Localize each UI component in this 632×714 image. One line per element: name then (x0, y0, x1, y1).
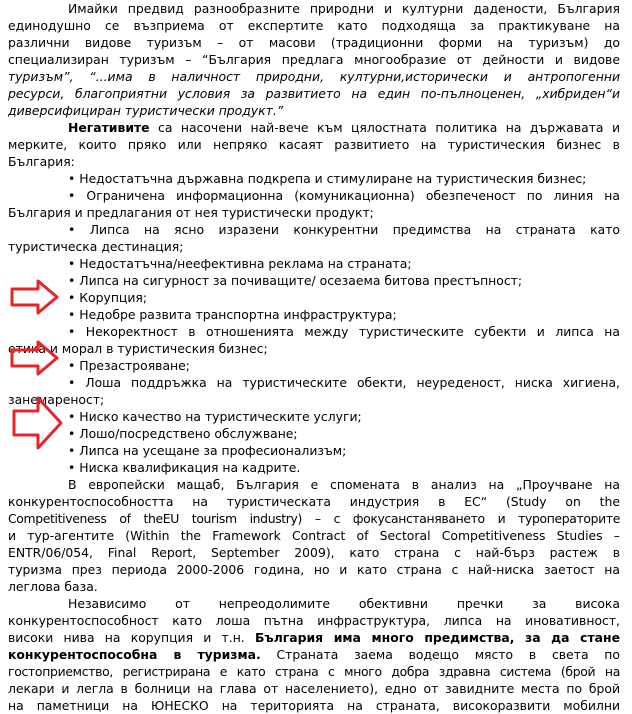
list-item: • Недобре развита транспортна инфраструктура; (68, 307, 397, 322)
paragraph-line: мерките, които пряко или непряко касаят развитието на туристическия бизнес в (8, 137, 620, 152)
paragraph-text: високи нива на корупция и т.н. (8, 630, 255, 645)
arrow-right-icon (10, 340, 60, 376)
list-item: • Ниско качество на туристическите услуги; (68, 409, 362, 424)
paragraph-line: В европейски мащаб, България е спомената в анализ на „Проучване на (68, 477, 620, 492)
paragraph-line: различни видове туризъм – от масови (традиционни форми на туризъм) до (8, 35, 620, 50)
list-item: • Ограничена информационна (комуникационна) обезпеченост по линия на (68, 188, 620, 203)
paragraph-line: на паметници на ЮНЕСКО на територията на страната, високоразвити мобилни (8, 698, 620, 713)
paragraph-line: лекари и легла в болници на глава от населението), едно от завидните места по брой (8, 681, 620, 696)
bold-statement: конкурентоспособна в туризма. (8, 647, 261, 662)
list-item: • Презастрояване; (68, 358, 190, 373)
paragraph-line: туризма през периода 2000-2006 година, но и като страна с най-ниска заетост на (8, 562, 620, 577)
arrow-right-icon (10, 279, 60, 315)
paragraph-line: леглова база. (8, 579, 98, 594)
paragraph-line (68, 119, 620, 136)
bold-statement: България има много предимства, за да стане (254, 630, 620, 645)
arrow-right-icon (12, 395, 64, 451)
list-item: • Липса на ясно изразени конкурентни предимства на страната като (68, 222, 620, 237)
list-item-cont: България и предлагания от нея туристически продукт; (8, 205, 374, 220)
list-item: • Ниска квалификация на кадрите. (68, 460, 301, 475)
list-item-cont: занемареност; (8, 392, 105, 407)
list-item: • Недостатъчна държавна подкрепа и стимулиране на туристическия бизнес; (68, 171, 587, 186)
list-item: • Лошо/посредствено обслужване; (68, 426, 298, 441)
list-item: • Корупция; (68, 290, 148, 305)
list-item: • Липса на усещане за професионализъм; (68, 443, 347, 458)
list-item: • Некоректност в отношенията между туристическите субекти и липса на (68, 324, 620, 339)
paragraph-line: и тур-агентите (Within the Framework Contract of Sectoral Competitiveness Studies – (8, 528, 620, 543)
paragraph-line: единодушно се възприема от експертите като подходяща за практикуване на (8, 18, 620, 33)
paragraph-line: Competitiveness of theEU tourism industry) – с фокусанстаняването и туроператорите (8, 511, 620, 526)
paragraph-line: конкурентоспособността на туристическата индустрия в ЕС“ (Study on the (8, 494, 620, 509)
paragraph-line: специализиран туризъм – “България предлага многообразие от дейности и видове (8, 52, 620, 67)
paragraph-text: са насочени най-вече към цялостната политика на държавата и (149, 120, 620, 135)
paragraph-line: гостоприемство, регистрирана е като страна с много добра здравна система (брой на (8, 664, 620, 679)
paragraph-line: конкурентоспособност като лоша пътна инфраструктура, липса на иновативност, (8, 613, 620, 628)
bold-heading: Негативите (68, 120, 150, 135)
quote-line: туризъм”, “...има в наличност природни, културни,исторически и антропогенни (8, 69, 620, 84)
quote-line: диверсифициран туристически продукт.” (8, 103, 284, 118)
quote-line: ресурси, благоприятни условия за развитието на един по-пълноценен, „хибриден“и (8, 86, 620, 101)
paragraph-line: ENTR/06/054, Final Report, September 2009), като страна с най-бърз растеж в (8, 545, 620, 560)
list-item: • Лоша поддръжка на туристическите обекти, неуреденост, ниска хигиена, (68, 375, 620, 390)
paragraph-line: България: (8, 154, 75, 169)
paragraph-line: Независимо от непреодолимите обективни пречки за висока (68, 596, 620, 611)
paragraph-line (8, 646, 620, 663)
list-item-cont: етика и морал в туристическия бизнес; (8, 341, 268, 356)
list-item: • Липса на сигурност за почиващите/ осезаема битова престъпност; (68, 273, 523, 288)
list-item: • Недостатъчна/неефективна реклама на страната; (68, 256, 412, 271)
paragraph-line: Имайки предвид разнообразните природни и културни дадености, България (68, 1, 620, 16)
paragraph-line (8, 629, 620, 646)
paragraph-text: Страната заема водещо място в света по (260, 647, 620, 662)
list-item-cont: туристическа дестинация; (8, 239, 184, 254)
